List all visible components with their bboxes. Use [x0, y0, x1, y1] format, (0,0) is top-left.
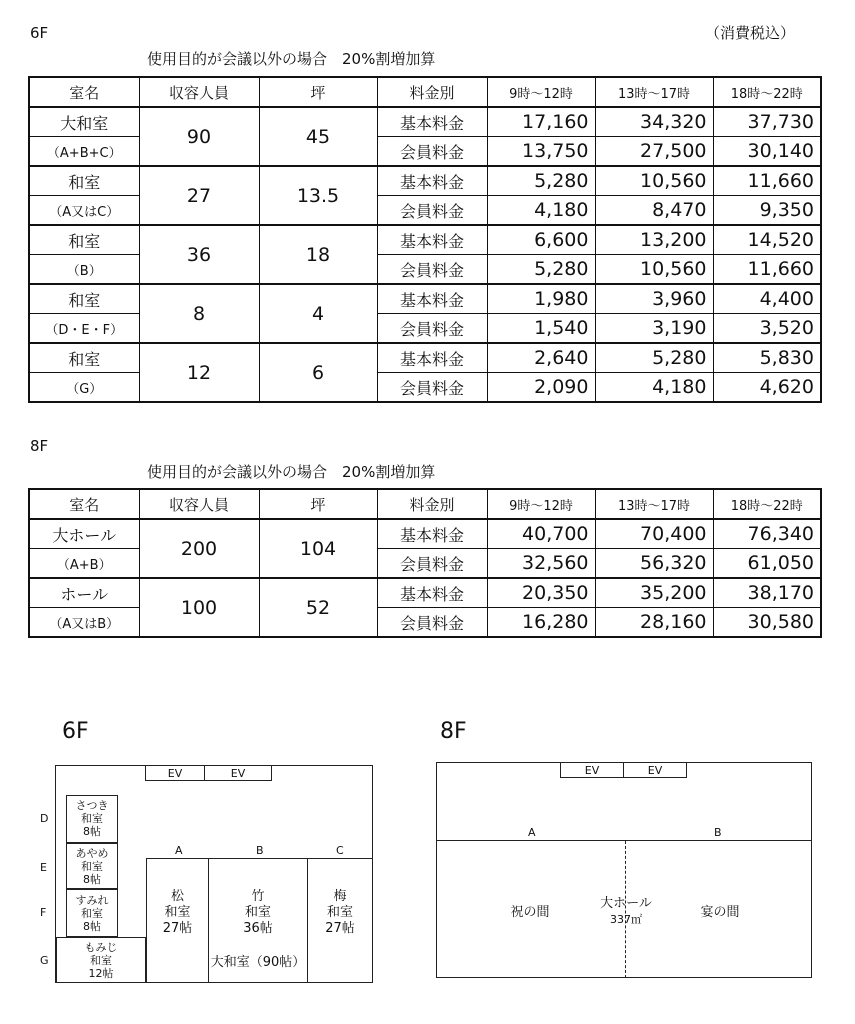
price-cell: 5,280	[487, 255, 595, 285]
price-cell: 3,520	[713, 314, 821, 344]
floor6-surcharge-note: 使用目的が会議以外の場合 20%割増加算	[147, 50, 436, 68]
price-cell: 5,830	[713, 343, 821, 373]
column-header: 9時～12時	[487, 489, 595, 519]
table-row	[29, 225, 821, 255]
capacity-cell: 8	[139, 284, 259, 343]
room-name: 和室	[29, 343, 139, 373]
table-row	[29, 107, 821, 137]
rate-type-cell: 基本料金	[377, 578, 487, 608]
rate-type-cell: 会員料金	[377, 255, 487, 285]
column-header: 13時～17時	[595, 489, 713, 519]
price-cell: 76,340	[713, 519, 821, 549]
price-cell: 10,560	[595, 255, 713, 285]
price-cell: 61,050	[713, 549, 821, 579]
rate-type-cell: 会員料金	[377, 137, 487, 167]
room-d-text: さつき 和室 8帖	[75, 799, 109, 838]
plan6-title: 6F	[62, 719, 89, 744]
column-header: 料金別	[377, 489, 487, 519]
ev-label: EV	[167, 767, 183, 780]
plan8-hall-divider	[436, 840, 812, 841]
price-cell: 2,090	[487, 373, 595, 403]
ev-label: EV	[230, 767, 246, 780]
plan6-room-g	[56, 937, 146, 983]
price-cell: 16,280	[487, 608, 595, 638]
room-e-text: あやめ 和室 8帖	[75, 847, 109, 886]
price-cell: 40,700	[487, 519, 595, 549]
letter-c: C	[336, 844, 344, 857]
price-cell: 35,200	[595, 578, 713, 608]
rate-type-cell: 基本料金	[377, 107, 487, 137]
rate-type-cell: 会員料金	[377, 549, 487, 579]
price-cell: 28,160	[595, 608, 713, 638]
price-cell: 32,560	[487, 549, 595, 579]
room-f-text: すみれ 和室 8帖	[75, 894, 109, 933]
room-name: 和室	[29, 284, 139, 314]
price-cell: 4,620	[713, 373, 821, 403]
capacity-cell: 90	[139, 107, 259, 166]
column-header: 室名	[29, 77, 139, 107]
price-cell: 14,520	[713, 225, 821, 255]
letter-a: A	[175, 844, 183, 857]
column-header: 収容人員	[139, 77, 259, 107]
capacity-cell: 27	[139, 166, 259, 225]
room-subname: （A+B+C）	[29, 137, 139, 167]
rate-type-cell: 基本料金	[377, 225, 487, 255]
column-header: 坪	[259, 489, 377, 519]
table-row	[29, 519, 821, 549]
plan8-outline	[436, 762, 812, 978]
letter-e: E	[40, 861, 47, 874]
room-subname: （A又はC）	[29, 196, 139, 226]
room-name: 和室	[29, 166, 139, 196]
room-subname: （A又はB）	[29, 608, 139, 638]
price-cell: 3,960	[595, 284, 713, 314]
price-cell: 30,580	[713, 608, 821, 638]
price-cell: 30,140	[713, 137, 821, 167]
tsubo-cell: 13.5	[259, 166, 377, 225]
room-a-text: 松 和室 27帖	[162, 889, 193, 936]
plan8-ev-1	[560, 762, 624, 778]
plan8-ev-2	[623, 762, 687, 778]
capacity-cell: 200	[139, 519, 259, 578]
room-c-text: 梅 和室 27帖	[325, 889, 355, 936]
plan8-right-room: 宴の間	[700, 905, 740, 920]
price-cell: 34,320	[595, 107, 713, 137]
price-cell: 4,180	[487, 196, 595, 226]
table-row	[29, 343, 821, 373]
letter-d: D	[40, 812, 49, 825]
tsubo-cell: 4	[259, 284, 377, 343]
rate-type-cell: 会員料金	[377, 314, 487, 344]
floor8-rate-table	[28, 488, 822, 638]
room-subname: （A+B）	[29, 549, 139, 579]
table-row	[29, 578, 821, 608]
combined-room-label: 大和室（90帖）	[210, 955, 306, 970]
rate-type-cell: 基本料金	[377, 284, 487, 314]
tsubo-cell: 52	[259, 578, 377, 637]
capacity-cell: 12	[139, 343, 259, 402]
rate-type-cell: 会員料金	[377, 373, 487, 403]
rate-type-cell: 会員料金	[377, 608, 487, 638]
floor8-surcharge-note: 使用目的が会議以外の場合 20%割増加算	[147, 463, 436, 481]
price-cell: 27,500	[595, 137, 713, 167]
plan6-room-b	[208, 858, 308, 983]
plan6-room-e	[66, 843, 118, 889]
rate-type-cell: 会員料金	[377, 196, 487, 226]
price-cell: 20,350	[487, 578, 595, 608]
plan8-center-label: 大ホール 337㎡	[600, 896, 652, 926]
price-cell: 8,470	[595, 196, 713, 226]
price-cell: 1,540	[487, 314, 595, 344]
column-header: 13時～17時	[595, 77, 713, 107]
letter-f: F	[40, 906, 47, 919]
column-header: 18時～22時	[713, 489, 821, 519]
column-header: 室名	[29, 489, 139, 519]
plan6-room-c	[307, 858, 373, 983]
tsubo-cell: 45	[259, 107, 377, 166]
price-cell: 5,280	[595, 343, 713, 373]
price-cell: 11,660	[713, 255, 821, 285]
tax-note: （消費税込）	[705, 24, 796, 42]
room-b-text: 竹 和室 36帖	[243, 889, 273, 936]
header-row	[29, 489, 821, 519]
price-cell: 13,750	[487, 137, 595, 167]
price-cell: 56,320	[595, 549, 713, 579]
room-name: 大和室	[29, 107, 139, 137]
tsubo-cell: 6	[259, 343, 377, 402]
room-subname: （B）	[29, 255, 139, 285]
room-g-text: もみじ 和室 12帖	[84, 941, 118, 980]
floor6-rate-table	[28, 76, 822, 403]
plan6-ev-2	[204, 765, 272, 781]
plan8-left-room: 祝の間	[510, 905, 550, 920]
rate-type-cell: 基本料金	[377, 519, 487, 549]
price-cell: 6,600	[487, 225, 595, 255]
room-subname: （G）	[29, 373, 139, 403]
capacity-cell: 36	[139, 225, 259, 284]
plan8-letter-b: B	[714, 826, 722, 839]
table-row	[29, 284, 821, 314]
room-name: 大ホール	[29, 519, 139, 549]
floor8-label: 8F	[30, 437, 49, 455]
ev-label: EV	[647, 764, 663, 777]
room-name: 和室	[29, 225, 139, 255]
column-header: 18時～22時	[713, 77, 821, 107]
rate-type-cell: 基本料金	[377, 343, 487, 373]
room-name: ホール	[29, 578, 139, 608]
header-row	[29, 77, 821, 107]
column-header: 9時～12時	[487, 77, 595, 107]
capacity-cell: 100	[139, 578, 259, 637]
price-cell: 5,280	[487, 166, 595, 196]
tsubo-cell: 104	[259, 519, 377, 578]
plan6-room-d	[66, 795, 118, 843]
tsubo-cell: 18	[259, 225, 377, 284]
price-cell: 38,170	[713, 578, 821, 608]
price-cell: 4,180	[595, 373, 713, 403]
plan6-ev-1	[145, 765, 205, 781]
price-cell: 37,730	[713, 107, 821, 137]
price-cell: 17,160	[487, 107, 595, 137]
price-cell: 2,640	[487, 343, 595, 373]
column-header: 坪	[259, 77, 377, 107]
plan8-letter-a: A	[528, 826, 536, 839]
table-row	[29, 166, 821, 196]
floor6-label: 6F	[30, 24, 49, 42]
price-cell: 3,190	[595, 314, 713, 344]
price-cell: 4,400	[713, 284, 821, 314]
rate-type-cell: 基本料金	[377, 166, 487, 196]
price-cell: 1,980	[487, 284, 595, 314]
column-header: 収容人員	[139, 489, 259, 519]
price-cell: 70,400	[595, 519, 713, 549]
price-cell: 9,350	[713, 196, 821, 226]
plan8-title: 8F	[440, 719, 467, 744]
letter-b: B	[256, 844, 264, 857]
price-cell: 11,660	[713, 166, 821, 196]
column-header: 料金別	[377, 77, 487, 107]
plan6-room-f	[66, 889, 118, 937]
room-subname: （D・E・F）	[29, 314, 139, 344]
ev-label: EV	[584, 764, 600, 777]
letter-g: G	[40, 954, 49, 967]
price-cell: 10,560	[595, 166, 713, 196]
price-cell: 13,200	[595, 225, 713, 255]
plan6-room-a	[146, 858, 209, 983]
